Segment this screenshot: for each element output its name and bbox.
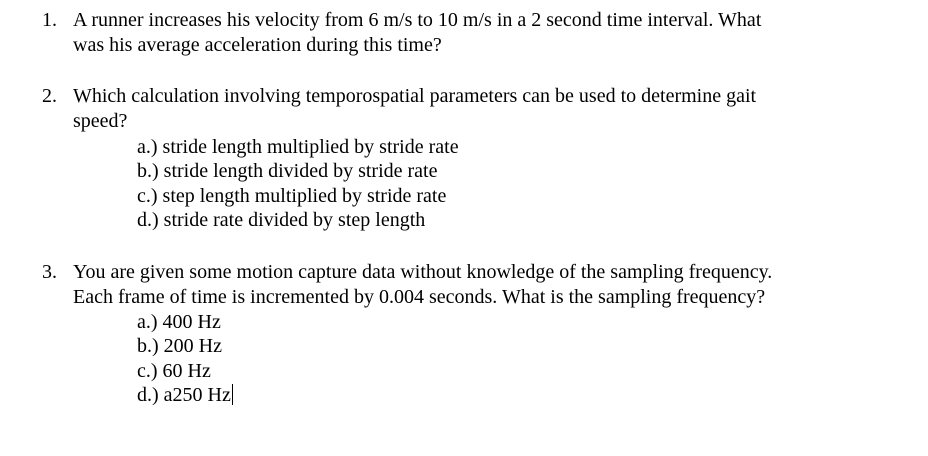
text-cursor [232,384,233,405]
answer-option-d: d.) a250 Hz [137,384,231,406]
answer-option-b: b.) stride length divided by stride rate [137,160,438,182]
question-number: 3. [42,261,57,283]
answer-option-c: c.) step length multiplied by stride rate [137,185,447,207]
answer-option-a: a.) 400 Hz [137,311,221,333]
answer-option-c: c.) 60 Hz [137,360,211,382]
question-text-line: A runner increases his velocity from 6 m/s to 10 m/s in a 2 second time interval. What [73,9,762,31]
question-text-line: was his average acceleration during this time? [73,34,442,56]
question-number: 2. [42,85,57,107]
answer-option-d-line[interactable] [137,383,233,408]
question-text-line: Each frame of time is incremented by 0.004 seconds. What is the sampling frequency? [73,286,766,308]
question-text-line: Which calculation involving temporospatial parameters can be used to determine gait [73,85,757,107]
question-text-line: You are given some motion capture data without knowledge of the sampling frequency. [73,261,773,283]
answer-option-d: d.) stride rate divided by step length [137,209,426,231]
answer-option-a: a.) stride length multiplied by stride rate [137,136,459,158]
question-text-line: speed? [73,110,128,132]
answer-option-b: b.) 200 Hz [137,335,222,357]
question-number: 1. [42,9,57,31]
